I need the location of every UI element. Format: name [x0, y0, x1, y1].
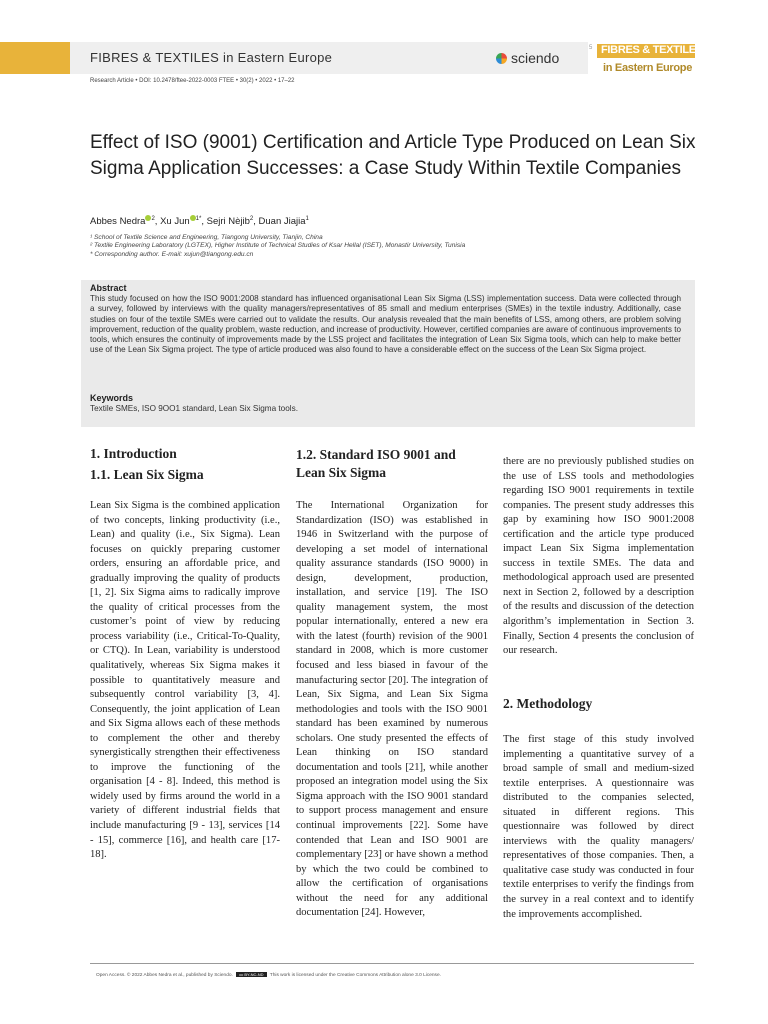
author-name[interactable]: , Duan Jiajia [253, 216, 306, 227]
body-column-3-bottom: The first stage of this study involved implementing a quantitative survey of a broad sample of small and medium-sized textile enterprises. A questionnaire was distributed to the companies selected, situated in different regions. This questionnaire was followed by direct interviews with the quality managers/ representatives of those companies. Then, a qualitative case study was conducted in four textile enterprises to verify the findings from the survey in a real context and to identify the improvements accomplished. [503, 734, 694, 920]
author-sup: 1* [195, 215, 202, 222]
header-accent-block [0, 42, 70, 74]
sciendo-icon [496, 53, 507, 64]
abstract-text: This study focused on how the ISO 9001:2008 standard has influenced organisational Lean Six Sigma (LSS) implementation success. Data were collected through a survey, followed by interviews with the quality managers/representatives of 85 small and medium enterprises (SMEs) in the textile industry. Additionally, case studies on four of the textile SMEs were carried out to validate the results. Our analysis revealed that the main benefits of LSS, among others, are problem solving improvement, reduction of the quality problem, waste reduction, and increase of productivity. However, certified companies are aware of continuous improvements to tools, which ensures the continuity of improvements made by the LSS project and facilitates the integration of Lean Six Sigma tools, which can help to make better use of the Lean Six Sigma project. The type of article produced was also found to have a considerable effect on the success of the Lean Six Sigma project. [90, 294, 682, 355]
article-meta[interactable]: Research Article • DOI: 10.2478/ftee-2022-0003 FTEE • 30(2) • 2022 • 17–22 [90, 78, 295, 84]
author-name[interactable]: , Xu Jun [154, 216, 190, 227]
author-sup: 1 [305, 215, 309, 222]
body-column-2: The International Organization for Standardization (ISO) was established in 1946 in Switzerland with the purpose of developing a set model of international quality assurance standards (ISO 9000) in design, development, production, installation, and service [19]. The ISO quality management system, the most popular internationally, entered a new era with the latest (fourth) revision of the 9001 standard in 2008, which is more customer focused and less biased in favour of the manufacturing sector [20]. The integration of Lean, Six Sigma, and Lean Six Sigma methodologies and tools with the ISO 9001 standard has been examined by numerous scholars. One study presented the effects of Lean thinking on ISO standard documentation and tools [21], while another proposed an integration model using the Six Sigma approach with the ISO 9001 standard to support process management and ensure continual improvements [22]. Some have contended that Lean and ISO 9001 are complementary [23] or have shown a method by which the two could be combined to allow the certification of organisations without the need for any additional documentation [24]. However, [296, 500, 488, 919]
author-name[interactable]: , Sejri Nèjib [201, 216, 250, 227]
journal-logo-top: FIBRES & TEXTILES [601, 44, 703, 56]
intro-heading: 1. Introduction [90, 446, 177, 461]
affiliation-2: ² Textile Engineering Laboratory (LGTEX), Higher Institute of Technical Studies of Ksar Hellal (ISET), Monastir University, Tunisia [90, 242, 466, 249]
publisher-name: sciendo [511, 50, 560, 66]
cc-license-label: BY-NC-ND [244, 972, 264, 977]
body-column-1: Lean Six Sigma is the combined application of two concepts, linking productivity (i.e., Lean) and quality (i.e., Six Sigma). Lean focuses on quickly preparing customer orders, ensuring an affordable price, and gradually improving the quality of products [1, 2]. Six Sigma aims to radically improve the quality of critical processes from the customer’s point of view by reducing process variability (i.e., Critical-To-Quality, or CTQ). In Lean, variability is understood qualitatively, whereas Six Sigma makes it possible to quantitatively measure and subsequently control variability [3, 4]. Consequently, the joint application of Lean and Six Sigma allows each of these methods to complement the other and thereby synergistically strengthen their effectiveness to improve the functioning of the organisation [4 - 8]. Indeed, this method is widely used by firms around the world in a variety of different industrial fields that include manufacturing [9 - 13], services [14 - 15], commerce [16], and health care [17-18]. [90, 500, 280, 861]
affiliation-1: ¹ School of Textile Science and Engineering, Tiangong University, Tianjin, China [90, 234, 323, 241]
author-name[interactable]: Abbes Nedra [90, 216, 146, 227]
author-sup: 2 [249, 215, 254, 222]
corresponding-author[interactable]: * Corresponding author. E-mail: xujun@tiangong.edu.cn [90, 251, 254, 258]
cc-symbol: cc [239, 972, 244, 977]
cc-license-icon[interactable] [236, 972, 266, 977]
publisher-logo[interactable] [496, 50, 559, 66]
author-list [90, 215, 309, 227]
iso-heading: 1.2. Standard ISO 9001 and Lean Six Sigma [296, 447, 456, 480]
author-sup: 2 [151, 215, 155, 222]
footer-divider [90, 963, 694, 964]
lss-heading: 1.1. Lean Six Sigma [90, 467, 204, 482]
article-title: Effect of ISO (9001) Certification and Article Type Produced on Lean Six Sigma Application Successes: a Case Study Within Textile Companies [90, 132, 696, 179]
journal-logo-bottom: in Eastern Europe [603, 62, 693, 74]
methodology-heading: 2. Methodology [503, 696, 593, 711]
abstract-heading: Abstract [90, 283, 127, 293]
journal-name: FIBRES & TEXTILES in Eastern Europe [90, 50, 333, 65]
license-footer [96, 972, 441, 978]
keywords-heading: Keywords [90, 393, 134, 403]
keywords-text: Textile SMEs, ISO 9OO1 standard, Lean Six Sigma tools. [90, 404, 298, 413]
body-column-3-top: there are no previously published studies on the use of LSS tools and methodologies regarding ISO 9001 requirements in textile companies. The present study addresses this gap by examining how ISO 9001:2008 certification and the article type produced impact Lean Six Sigma implementation success in textile SMEs. The data and methodological approach used are presented next in Section 2, followed by a description of the results and discussion of the detection algorithm’s implementation in Section 3. Finally, Section 4 presents the conclusion of our research. [503, 456, 694, 657]
footer-license-text[interactable]: This work is licensed under the Creative Commons Attribution alone 3.0 License. [269, 973, 441, 978]
logo-number: 5 [589, 45, 593, 51]
footer-copyright: Open Access. © 2022 Abbes Nedra et al., published by Sciendo. [96, 973, 233, 978]
